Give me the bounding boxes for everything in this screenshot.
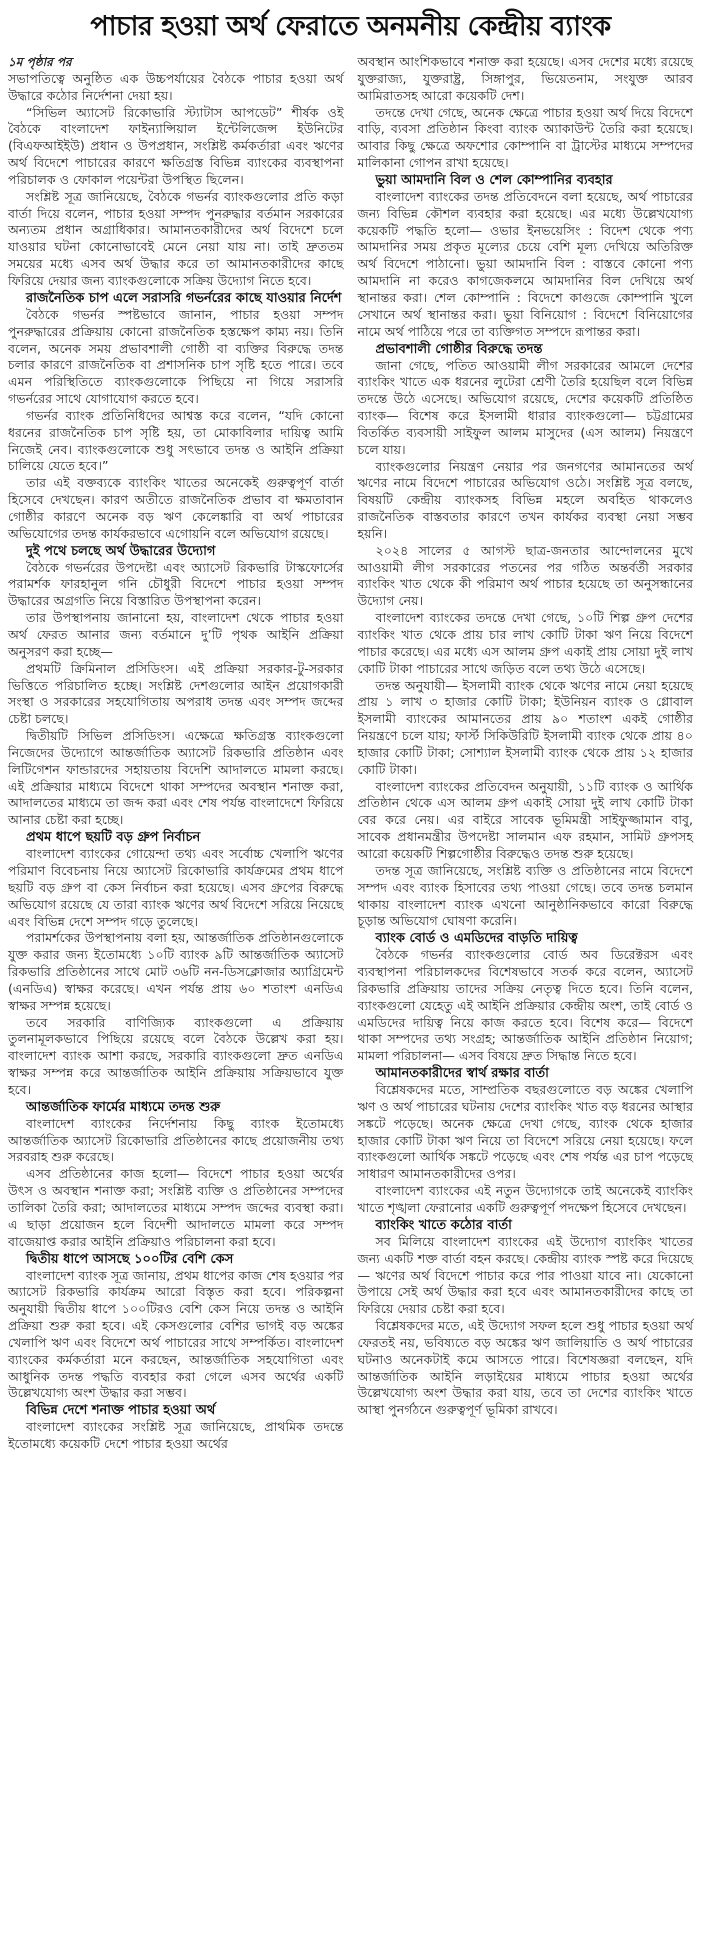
- article-paragraph: বাংলাদেশ ব্যাংকের প্রতিবেদন অনুযায়ী, ১১টি ব্যাংক ও আর্থিক প্রতিষ্ঠান থেকে এস আলম গ্রুপ একাই সোয়া দুই লাখ কোটি টাকা বের করে নেয়। এর বাইরে সাবেক ভূমিমন্ত্রী সাইফুজ্জামান বাবু, সাবেক প্রধানমন্ত্রীর উপদেষ্টা সালমান এফ রহমান, সামিট গ্রুপসহ আরো কয়েকটি শিল্পগোষ্ঠীর বিরুদ্ধেও তদন্ত শুরু হয়েছে।: [357, 778, 693, 861]
- article-paragraph: “সিভিল অ্যাসেট রিকোভারি স্ট্যাটাস আপডেট” শীর্ষক ওই বৈঠকে বাংলাদেশ ফাইন্যান্সিয়াল ইন্টেলিজেন্স ইউনিটের (বিএফআইইউ) প্রধান ও উপপ্রধান, সংশ্লিষ্ট কর্মকর্তারা এবং ঋণের অর্থ বিদেশে পাচারের কারণে ক্ষতিগ্রস্ত বিভিন্ন ব্যাংকের ব্যবস্থাপনা পরিচালক ও ফোকাল পয়েন্টরা উপস্থিত ছিলেন।: [8, 104, 344, 187]
- section-subheading: প্রথম ধাপে ছয়টি বড় গ্রুপ নির্বাচন: [26, 830, 201, 846]
- article-paragraph: এসব প্রতিষ্ঠানের কাজ হলো— বিদেশে পাচার হওয়া অর্থের উৎস ও অবস্থান শনাক্ত করা; সংশ্লিষ্ট ব্যক্তি ও প্রতিষ্ঠানের সম্পদের তালিকা তৈরি করা; আদালতের মাধ্যমে সম্পদ জব্দের ব্যবস্থা করা। এ ছাড়া প্রয়োজন হলে বিদেশী আদালতে মামলা করে সম্পদ বাজেয়াপ্ত করার আইনি প্রক্রিয়াও পরিচালনা করা হবে।: [8, 1166, 344, 1249]
- article-paragraph: ২০২৪ সালের ৫ আগস্ট ছাত্র-জনতার আন্দোলনের মুখে আওয়ামী লীগ সরকারের পতনের পর গঠিত অন্তর্বর্তী সরকার ব্যাংকিং খাত থেকে কী পরিমাণ অর্থ পাচার হয়েছে তা অনুসন্ধানের উদ্যোগ নেয়।: [357, 542, 693, 609]
- article-paragraph: বাংলাদেশ ব্যাংকের সংশ্লিষ্ট সূত্র জানিয়েছে, প্রাথমিক তদন্তে ইতোমধ্যে কয়েকটি দেশে পাচার হওয়া অর্থের: [8, 1419, 344, 1452]
- article-paragraph: তদন্ত অনুযায়ী— ইসলামী ব্যাংক থেকে ঋণের নামে নেয়া হয়েছে প্রায় ১ লাখ ৩ হাজার কোটি টাকা; ইউনিয়ন ব্যাংক ও গ্লোবাল ইসলামী ব্যাংকের আমানতের প্রায় ৯০ শতাংশ একই গোষ্ঠীর নিয়ন্ত্রণে চলে যায়; ফার্স্ট সিকিউরিটি ইসলামী ব্যাংক থেকে প্রায় ৪০ হাজার কোটি টাকা; সোশ্যাল ইসলামী ব্যাংক থেকে প্রায় ১২ হাজার কোটি টাকা।: [357, 677, 693, 777]
- right-column: [358, 54, 694, 1453]
- left-column: [8, 54, 344, 1453]
- article-paragraph: গভর্নর ব্যাংক প্রতিনিধিদের আশ্বস্ত করে বলেন, “যদি কোনো ধরনের রাজনৈতিক চাপ সৃষ্টি হয়, তা মোকাবিলার দায়িত্ব আমি নিজেই নেব। ব্যাংকগুলোকে শুধু সৎভাবে তদন্ত ও আইনি প্রক্রিয়া চালিয়ে যেতে হবে।”: [8, 407, 344, 474]
- article-paragraph: তবে সরকারি বাণিজ্যিক ব্যাংকগুলো এ প্রক্রিয়ায় তুলনামূলকভাবে পিছিয়ে রয়েছে বলে বৈঠকে উল্লেখ করা হয়। বাংলাদেশ ব্যাংক আশা করছে, সরকারি ব্যাংকগুলো দ্রুত এনডিএ স্বাক্ষর সম্পন্ন করে আন্তর্জাতিক আইনি প্রক্রিয়ায় সক্রিয়ভাবে যুক্ত হবে।: [8, 1014, 344, 1097]
- article-paragraph: পরামর্শকের উপস্থাপনায় বলা হয়, আন্তর্জাতিক প্রতিষ্ঠানগুলোকে যুক্ত করার জন্য ইতোমধ্যে ১০টি ব্যাংক ৯টি আন্তর্জাতিক অ্যাসেট রিকভারি প্রতিষ্ঠানের সাথে মোট ৩৬টি নন-ডিসক্লোজার অ্যাগ্রিমেন্ট (এনডিএ) স্বাক্ষর করেছে। এখন পর্যন্ত প্রায় ৬০ শতাংশ এনডিএ স্বাক্ষর সম্পন্ন হয়েছে।: [8, 930, 344, 1013]
- section-subheading: দুই পথে চলছে অর্থ উদ্ধারের উদ্যোগ: [26, 543, 216, 559]
- article-paragraph: বাংলাদেশ ব্যাংকের তদন্ত প্রতিবেদনে বলা হয়েছে, অর্থ পাচারের জন্য বিভিন্ন কৌশল ব্যবহার করা হয়েছে। এর মধ্যে উল্লেখযোগ্য কয়েকটি পদ্ধতি হলো— ওভার ইনভয়েসিং : বিদেশ থেকে পণ্য আমদানির সময় প্রকৃত মূল্যের চেয়ে বেশি মূল্য দেখিয়ে অতিরিক্ত অর্থ বিদেশে পাঠানো। ভুয়া আমদানি বিল : বাস্তবে কোনো পণ্য আমদানি না করেও কাগজেকলমে আমদানির বিল দেখিয়ে অর্থ স্থানান্তর করা। শেল কোম্পানি : বিদেশে কাগুজে কোম্পানি খুলে সেখানে অর্থ স্থানান্তর করা। ভুয়া বিনিয়োগ : বিদেশে বিনিয়োগের নামে অর্থ পাঠিয়ে পরে তা ব্যক্তিগত সম্পদে রূপান্তর করা।: [357, 188, 693, 339]
- article-paragraph: বৈঠকে গভর্নরের উপদেষ্টা এবং অ্যাসেট রিকভারি টাস্কফোর্সের পরামর্শক ফারহানুল গনি চৌধুরী বিদেশে পাচার হওয়া সম্পদ উদ্ধারের অগ্রগতি নিয়ে বিস্তারিত উপস্থাপনা করেন।: [8, 559, 344, 609]
- article-paragraph: বাংলাদেশ ব্যাংকের গোয়েন্দা তথ্য এবং সর্বোচ্চ খেলাপি ঋণের পরিমাণ বিবেচনায় নিয়ে অ্যাসেট রিকোভারি কার্যক্রমের প্রথম ধাপে ছয়টি বড় গ্রুপ বা কেস নির্বাচন করা হয়েছে। এসব গ্রুপের বিরুদ্ধে অভিযোগ রয়েছে যে তারা ব্যাংক ঋণের অর্থ বিদেশে সরিয়ে নিয়েছে এবং বিভিন্ন দেশে সম্পদ গড়ে তুলেছে।: [8, 846, 344, 929]
- article-paragraph: বাংলাদেশ ব্যাংকের এই নতুন উদ্যোগকে তাই অনেকেই ব্যাংকিং খাতে শৃঙ্খলা ফেরানোর একটি গুরুত্বপূর্ণ পদক্ষেপ হিসেবে দেখছেন।: [357, 1183, 693, 1215]
- section-subheading: বিভিন্ন দেশে শনাক্ত পাচার হওয়া অর্থ: [26, 1403, 216, 1419]
- article-paragraph: বিশ্লেষকদের মতে, সাম্প্রতিক বছরগুলোতে বড় অঙ্কের খেলাপি ঋণ ও অর্থ পাচারের ঘটনায় দেশের ব্যাংকিং খাত বড় ধরনের আস্থার সঙ্কটে পড়েছে। অনেক ক্ষেত্রে দেখা গেছে, ব্যাংক থেকে হাজার হাজার কোটি টাকা ঋণ নিয়ে তা বিদেশে সরিয়ে নেয়া হয়েছে। ফলে ব্যাংকগুলো আর্থিক সঙ্কটে পড়েছে এবং শেষ পর্যন্ত এর চাপ পড়েছে সাধারণ আমানতকারীদের ওপর।: [357, 1082, 693, 1182]
- article-paragraph: বাংলাদেশ ব্যাংক সূত্র জানায়, প্রথম ধাপের কাজ শেষ হওয়ার পর অ্যাসেট রিকভারি কার্যক্রম আরো বিস্তৃত করা হবে। পরিকল্পনা অনুযায়ী দ্বিতীয় ধাপে ১০০টিরও বেশি কেস নিয়ে তদন্ত ও আইনি প্রক্রিয়া শুরু করা হবে। এই কেসগুলোর বেশির ভাগই বড় অঙ্কের খেলাপি ঋণ এবং বিদেশে অর্থ পাচারের সাথে সম্পর্কিত। বাংলাদেশ ব্যাংকের কর্মকর্তারা মনে করছেন, আন্তর্জাতিক সহযোগিতা এবং আধুনিক তদন্ত পদ্ধতি ব্যবহার করা গেলে এসব অর্থের একটি উল্লেখযোগ্য অংশ উদ্ধার করা সম্ভব।: [8, 1267, 344, 1401]
- article-body: [8, 54, 693, 1453]
- article-paragraph: বৈঠকে গভর্নর স্পষ্টভাবে জানান, পাচার হওয়া সম্পদ পুনরুদ্ধারের প্রক্রিয়ায় কোনো রাজনৈতিক হস্তক্ষেপ কাম্য নয়। তিনি বলেন, অনেক সময় প্রভাবশালী গোষ্ঠী বা ব্যক্তির বিরুদ্ধে তদন্ত চলার কারণে রাজনৈতিক বা প্রশাসনিক চাপ সৃষ্টি হতে পারে। তবে এমন পরিস্থিতিতে ব্যাংকগুলোকে পিছিয়ে না গিয়ে সরাসরি গভর্নরের সাথে যোগাযোগ করতে হবে।: [8, 306, 344, 407]
- article-paragraph: তদন্তে দেখা গেছে, অনেক ক্ষেত্রে পাচার হওয়া অর্থ দিয়ে বিদেশে বাড়ি, ব্যবসা প্রতিষ্ঠান কিংবা ব্যাংক অ্যাকাউন্ট তৈরি করা হয়েছে। আবার কিছু ক্ষেত্রে অফশোর কোম্পানি বা ট্রাস্টের মাধ্যমে সম্পদের মালিকানা গোপন রাখা হয়েছে।: [357, 104, 693, 171]
- section-subheading: রাজনৈতিক চাপ এলে সরাসরি গভর্নরের কাছে যাওয়ার নির্দেশ: [26, 290, 342, 306]
- article-paragraph: বাংলাদেশ ব্যাংকের তদন্তে দেখা গেছে, ১০টি শিল্প গ্রুপ দেশের ব্যাংকিং খাত থেকে প্রায় চার লাখ কোটি টাকা ঋণ নিয়ে বিদেশে পাচার করেছে। এর মধ্যে এস আলম গ্রুপ একাই প্রায় সোয়া দুই লাখ কোটি টাকা পাচারের সাথে জড়িত বলে তথ্য উঠে এসেছে।: [357, 610, 693, 676]
- article-paragraph: দ্বিতীয়টি সিভিল প্রসিডিংস। এক্ষেত্রে ক্ষতিগ্রস্ত ব্যাংকগুলো নিজেদের উদ্যোগে আন্তর্জাতিক অ্যাসেট রিকভারি প্রতিষ্ঠান এবং লিটিগেশন ফান্ডারদের সহায়তায় বিদেশি আদালতে মামলা করছে। এই প্রক্রিয়ার মাধ্যমে বিদেশে থাকা সম্পদের অবস্থান শনাক্ত করা, আদালতের মাধ্যমে তা জব্দ করা এবং শেষ পর্যন্ত বাংলাদেশে ফিরিয়ে আনার চেষ্টা করা হচ্ছে।: [8, 728, 344, 828]
- article-headline: পাচার হওয়া অর্থ ফেরাতে অনমনীয় কেন্দ্রীয় ব্যাংক: [90, 11, 611, 42]
- article-paragraph: প্রথমটি ক্রিমিনাল প্রসিডিংস। এই প্রক্রিয়া সরকার-টু-সরকার ভিত্তিতে পরিচালিত হচ্ছে। সংশ্লিষ্ট দেশগুলোর আইন প্রয়োগকারী সংস্থা ও সরকারের সহযোগিতায় অপরাধ তদন্ত এবং সম্পদ জব্দের চেষ্টা চলছে।: [8, 660, 344, 727]
- continued-from-label: ১ম পৃষ্ঠার পর: [8, 55, 72, 69]
- article-paragraph: বৈঠকে গভর্নর ব্যাংকগুলোর বোর্ড অব ডিরেক্টরস এবং ব্যবস্থাপনা পরিচালকদের বিশেষভাবে সতর্ক করে বলেন, অ্যাসেট রিকভারি প্রক্রিয়ায় তাদের সক্রিয় নেতৃত্ব দিতে হবে। তিনি বলেন, ব্যাংকগুলো যেহেতু এই আইনি প্রক্রিয়ার কেন্দ্রীয় অংশ, তাই বোর্ড ও এমডিদের দায়িত্ব নিয়ে কাজ করতে হবে। বিশেষ করে— বিদেশে থাকা সম্পদের তথ্য সংগ্রহ; আন্তর্জাতিক আইনি প্রতিষ্ঠান নিয়োগ; মামলা পরিচালনা— এসব বিষয়ে দ্রুত সিদ্ধান্ত নিতে হবে।: [357, 947, 693, 1064]
- section-subheading: ব্যাংক বোর্ড ও এমডিদের বাড়তি দায়িত্ব: [375, 931, 578, 947]
- section-subheading: ভুয়া আমদানি বিল ও শেল কোম্পানির ব্যবহার: [375, 172, 613, 188]
- section-subheading: ব্যাংকিং খাতে কঠোর বার্তা: [375, 1217, 512, 1233]
- article-paragraph: বিশ্লেষকদের মতে, এই উদ্যোগ সফল হলে শুধু পাচার হওয়া অর্থ ফেরতই নয়, ভবিষ্যতে বড় অঙ্কের ঋণ জালিয়াতি ও অর্থ পাচারের ঘটনাও অনেকটাই কমে আসতে পারে। বিশেষজ্ঞরা বলছেন, যদি আন্তর্জাতিক আইনি লড়াইয়ের মাধ্যমে পাচার হওয়া অর্থের উল্লেখযোগ্য অংশ উদ্ধার করা যায়, তবে তা দেশের ব্যাংকিং খাতে আস্থা পুনর্গঠনে গুরুত্বপূর্ণ ভূমিকা রাখবে।: [357, 1318, 693, 1418]
- section-subheading: আমানতকারীদের স্বার্থ রক্ষার বার্তা: [375, 1066, 549, 1082]
- section-subheading: আন্তর্জাতিক ফার্মের মাধ্যমে তদন্ত শুরু: [26, 1099, 221, 1115]
- section-subheading: প্রভাবশালী গোষ্ঠীর বিরুদ্ধে তদন্ত: [375, 341, 543, 357]
- article-paragraph: সভাপতিত্বে অনুষ্ঠিত এক উচ্চপর্যায়ের বৈঠকে পাচার হওয়া অর্থ উদ্ধারে কঠোর নির্দেশনা দেয়া হয়।: [8, 70, 344, 103]
- article-paragraph: সংশ্লিষ্ট সূত্র জানিয়েছে, বৈঠকে গভর্নর ব্যাংকগুলোর প্রতি কড়া বার্তা দিয়ে বলেন, পাচার হওয়া সম্পদ পুনরুদ্ধার বর্তমান সরকারের অন্যতম প্রধান অগ্রাধিকার। আমানতকারীদের অর্থ বিদেশে চলে যাওয়ার ঘটনা কোনোভাবেই মেনে নেয়া যায় না। তাই দ্রুততম সময়ের মধ্যে এসব অর্থ উদ্ধার করে তা আমানতকারীদের কাছে ফিরিয়ে দেয়ার জন্য ব্যাংকগুলোকে সক্রিয় উদ্যোগ নিতে হবে।: [8, 188, 344, 288]
- article-paragraph: অবস্থান আংশিকভাবে শনাক্ত করা হয়েছে। এসব দেশের মধ্যে রয়েছে যুক্তরাজ্য, যুক্তরাষ্ট্র, সিঙ্গাপুর, ভিয়েতনাম, সংযুক্ত আরব আমিরাতসহ আরো কয়েকটি দেশ।: [357, 54, 693, 103]
- article-paragraph: তার এই বক্তব্যকে ব্যাংকিং খাতের অনেকেই গুরুত্বপূর্ণ বার্তা হিসেবে দেখছেন। কারণ অতীতে রাজনৈতিক প্রভাব বা ক্ষমতাবান গোষ্ঠীর কারণে অনেক বড় ঋণ কেলেঙ্কারি বা অর্থ পাচারের অভিযোগের তদন্ত কার্যকরভাবে এগোয়নি বলে অভিযোগ রয়েছে।: [8, 475, 344, 541]
- article-paragraph: বাংলাদেশ ব্যাংকের নির্দেশনায় কিছু ব্যাংক ইতোমধ্যে আন্তর্জাতিক অ্যাসেট রিকোভারি প্রতিষ্ঠানের কাছে প্রয়োজনীয় তথ্য সরবরাহ শুরু করেছে।: [8, 1115, 344, 1165]
- article-paragraph: সব মিলিয়ে বাংলাদেশ ব্যাংকের এই উদ্যোগ ব্যাংকিং খাতের জন্য একটি শক্ত বার্তা বহন করছে। কেন্দ্রীয় ব্যাংক স্পষ্ট করে দিয়েছে— ঋণের অর্থ বিদেশে পাচার করে পার পাওয়া যাবে না। যেকোনো উপায়ে সেই অর্থ উদ্ধার করা হবে এবং আমানতকারীদের কাছে তা ফিরিয়ে দেয়ার চেষ্টা করা হবে।: [357, 1233, 693, 1317]
- article-paragraph: জানা গেছে, পতিত আওয়ামী লীগ সরকারের আমলে দেশের ব্যাংকিং খাতে এক ধরনের লুটেরা শ্রেণী তৈরি হয়েছিল বলে বিভিন্ন তদন্তে উঠে এসেছে। অভিযোগ রয়েছে, দেশের কয়েকটি প্রতিষ্ঠিত ব্যাংক— বিশেষ করে ইসলামী ধারার ব্যাংকগুলো— চট্টগ্রামের বিতর্কিত ব্যবসায়ী সাইফুল আলম মাসুদের (এস আলম) নিয়ন্ত্রণে চলে যায়।: [357, 357, 693, 457]
- article-paragraph: তদন্ত সূত্র জানিয়েছে, সংশ্লিষ্ট ব্যক্তি ও প্রতিষ্ঠানের নামে বিদেশে সম্পদ এবং ব্যাংক হিসাবের তথ্য পাওয়া গেছে। তবে তদন্ত চলমান থাকায় বাংলাদেশ ব্যাংক এখনো আনুষ্ঠানিকভাবে কারো বিরুদ্ধে চূড়ান্ত অভিযোগ ঘোষণা করেনি।: [357, 862, 693, 929]
- section-subheading: দ্বিতীয় ধাপে আসছে ১০০টির বেশি কেস: [26, 1251, 234, 1267]
- article-paragraph: ব্যাংকগুলোর নিয়ন্ত্রণ নেয়ার পর জনগণের আমানতের অর্থ ঋণের নামে বিদেশে পাচারের অভিযোগ ওঠে। সংশ্লিষ্ট সূত্র বলছে, বিষয়টি কেন্দ্রীয় ব্যাংকসহ বিভিন্ন মহলে অবহিত থাকলেও রাজনৈতিক বাস্তবতার কারণে তখন কার্যকর ব্যবস্থা নেয়া সম্ভব হয়নি।: [357, 458, 693, 541]
- article-paragraph: তার উপস্থাপনায় জানানো হয়, বাংলাদেশ থেকে পাচার হওয়া অর্থ ফেরত আনার জন্য বর্তমানে দু’টি পৃথক আইনি প্রক্রিয়া অনুসরণ করা হচ্ছে—: [8, 610, 344, 659]
